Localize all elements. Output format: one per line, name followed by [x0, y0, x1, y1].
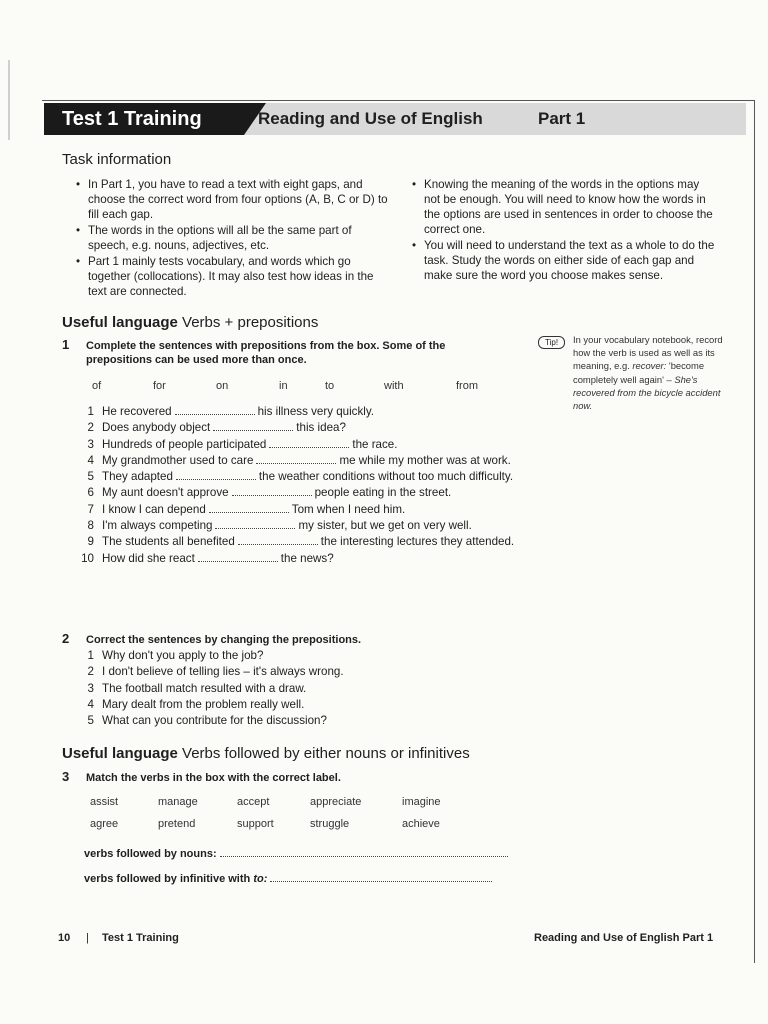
exercise-3-instruction: Match the verbs in the box with the correct label.	[86, 772, 341, 784]
infinitive-answer-row	[84, 872, 492, 885]
exercise-2-items	[78, 648, 528, 729]
verb-word: achieve	[402, 818, 440, 830]
item-pre: How did she react	[102, 551, 195, 565]
task-info-left-list	[72, 177, 394, 300]
useful-language-label: Useful language	[62, 314, 178, 331]
item-pre: I know I can depend	[102, 502, 206, 516]
box-word: to	[325, 380, 335, 392]
footer-right-title: Reading and Use of English Part 1	[534, 932, 714, 944]
exercise-3-number: 3	[62, 769, 70, 784]
box-word: of	[92, 380, 102, 392]
list-item	[78, 664, 528, 680]
bullet-item: • Knowing the meaning of the words in the options may not be enough. You will need to know how the words in the options are used in sentences in order to choose the correct one.	[408, 177, 718, 237]
gap-line[interactable]	[215, 518, 295, 529]
gap-line[interactable]	[269, 437, 349, 448]
verb-word: agree	[90, 818, 119, 830]
tip-text	[573, 333, 723, 412]
item-post: his illness very quickly.	[257, 405, 375, 418]
tip-label: Tip!	[538, 336, 565, 349]
gap-line[interactable]	[213, 420, 293, 431]
item-pre: My aunt doesn't approve	[102, 486, 229, 500]
item-pre: I'm always competing	[102, 519, 213, 533]
verb-word: pretend	[158, 818, 196, 830]
list-item	[78, 551, 528, 567]
item-post: the news?	[280, 551, 334, 565]
infinitive-answer-line[interactable]	[270, 872, 492, 882]
task-info-heading: Task information	[62, 151, 172, 168]
item-text: The football match resulted with a draw.	[102, 681, 307, 695]
list-item	[78, 681, 528, 697]
header-title: Reading and Use of English	[258, 109, 483, 128]
box-word: with	[384, 380, 404, 392]
list-item	[78, 420, 528, 436]
item-post: my sister, but we get on very well.	[298, 519, 472, 533]
item-number: 7	[87, 502, 94, 516]
header-tab: Test 1 Training	[44, 103, 244, 135]
useful-language-label: Useful language	[62, 745, 178, 762]
item-number: 2	[87, 421, 94, 435]
tip-example-sentence: She's recovered from the bicycle accident now.	[573, 373, 721, 412]
item-number: 5	[87, 470, 94, 484]
exercise-1-instruction: Complete the sentences with prepositions from the box. Some of the prepositions can be used more than once.	[86, 340, 446, 366]
list-item	[78, 713, 528, 729]
nouns-answer-line[interactable]	[220, 847, 508, 857]
item-post: people eating in the street.	[314, 486, 452, 500]
item-post: the interesting lectures they attended.	[320, 535, 515, 549]
bullet-item: • The words in the options will all be the same part of speech, e.g. nouns, adjectives, etc.	[72, 223, 394, 253]
item-post: this idea?	[296, 421, 346, 435]
gap-line[interactable]	[232, 485, 312, 496]
verb-word: struggle	[310, 818, 350, 830]
item-post: me while my mother was at work.	[339, 453, 511, 467]
nouns-label: verbs followed by nouns:	[84, 848, 217, 860]
box-word: from	[456, 380, 478, 392]
verb-word: assist	[90, 796, 119, 808]
list-item	[78, 404, 528, 420]
verb-word: manage	[158, 796, 198, 808]
useful-language-heading-2	[62, 745, 470, 762]
exercise-2-number: 2	[62, 631, 70, 646]
item-post: Tom when I need him.	[291, 502, 406, 516]
verb-word: support	[237, 818, 274, 830]
gap-line[interactable]	[238, 534, 318, 545]
item-text: What can you contribute for the discussion?	[102, 714, 327, 728]
useful-language-heading-1	[62, 314, 318, 331]
list-item	[78, 502, 528, 518]
verb-word: imagine	[402, 796, 441, 808]
list-item	[78, 453, 528, 469]
item-number: 1	[87, 405, 94, 418]
item-number: 10	[81, 551, 94, 565]
exercise-1-number: 1	[62, 337, 70, 352]
useful-language-topic: Verbs followed by either nouns or infinitives	[182, 745, 470, 762]
box-word: for	[153, 380, 166, 392]
item-number: 1	[87, 649, 94, 662]
list-item	[78, 697, 528, 713]
exercise-2-instruction: Correct the sentences by changing the prepositions.	[86, 634, 362, 646]
bullet-item: • In Part 1, you have to read a text with eight gaps, and choose the correct word from four options (A, B, C or D) to fill each gap.	[72, 177, 394, 222]
tip-example-def: 'become completely well again' –	[573, 360, 705, 385]
verb-word: appreciate	[310, 796, 362, 808]
infinitive-label: verbs followed by infinitive with	[84, 873, 251, 885]
list-item	[78, 437, 528, 453]
item-text: Mary dealt from the problem really well.	[102, 697, 305, 711]
gap-line[interactable]	[176, 469, 256, 480]
item-pre: Hundreds of people participated	[102, 437, 267, 451]
item-number: 9	[87, 535, 94, 549]
list-item	[78, 485, 528, 501]
task-info-right-list	[408, 177, 718, 284]
item-pre: They adapted	[102, 470, 173, 484]
item-text: I don't believe of telling lies – it's always wrong.	[102, 665, 344, 679]
item-text: Why don't you apply to the job?	[102, 649, 264, 662]
item-number: 4	[87, 453, 94, 467]
bullet-item: • Part 1 mainly tests vocabulary, and words which go together (collocations). It may also test how ideas in the text are connected.	[72, 254, 394, 299]
tip-example-word: recover:	[632, 360, 667, 372]
list-item	[78, 518, 528, 534]
item-number: 4	[87, 697, 94, 711]
list-item	[78, 534, 528, 550]
box-word: on	[216, 380, 229, 392]
item-pre: My grandmother used to care	[102, 453, 254, 467]
item-pre: Does anybody object	[102, 421, 211, 435]
item-number: 3	[87, 681, 94, 695]
bullet-item: • You will need to understand the text as a whole to do the task. Study the words on either side of each gap and make sure the word you choose makes sense.	[408, 238, 718, 283]
footer-page-number: 10	[58, 932, 71, 944]
item-pre: He recovered	[102, 405, 172, 418]
useful-language-topic: Verbs + prepositions	[182, 314, 319, 331]
gap-line[interactable]	[175, 404, 255, 415]
item-number: 6	[87, 486, 94, 500]
page-header	[44, 103, 746, 135]
nouns-answer-row	[84, 847, 508, 860]
item-post: the race.	[352, 437, 398, 451]
footer-separator: |	[86, 932, 89, 944]
gap-line[interactable]	[198, 551, 278, 562]
infinitive-label-to: to:	[253, 873, 268, 885]
item-pre: The students all benefited	[102, 535, 235, 549]
gap-line[interactable]	[209, 502, 289, 513]
item-number: 2	[87, 665, 94, 679]
footer-left-title: Test 1 Training	[102, 932, 179, 944]
item-number: 5	[87, 714, 94, 728]
gap-line[interactable]	[256, 453, 336, 464]
header-part: Part 1	[538, 109, 586, 128]
preposition-box	[92, 380, 512, 394]
item-number: 3	[87, 437, 94, 451]
list-item	[78, 648, 528, 664]
list-item	[78, 469, 528, 485]
item-post: the weather conditions without too much difficulty.	[258, 470, 514, 484]
verb-word: accept	[237, 796, 270, 808]
box-word: in	[279, 380, 288, 392]
item-number: 8	[87, 519, 94, 533]
exercise-1-items	[78, 404, 528, 567]
tip-plain: In your vocabulary notebook, record how the verb is used as well as its meaning, e.g.	[573, 334, 723, 372]
scan-edge-mark	[8, 60, 10, 140]
